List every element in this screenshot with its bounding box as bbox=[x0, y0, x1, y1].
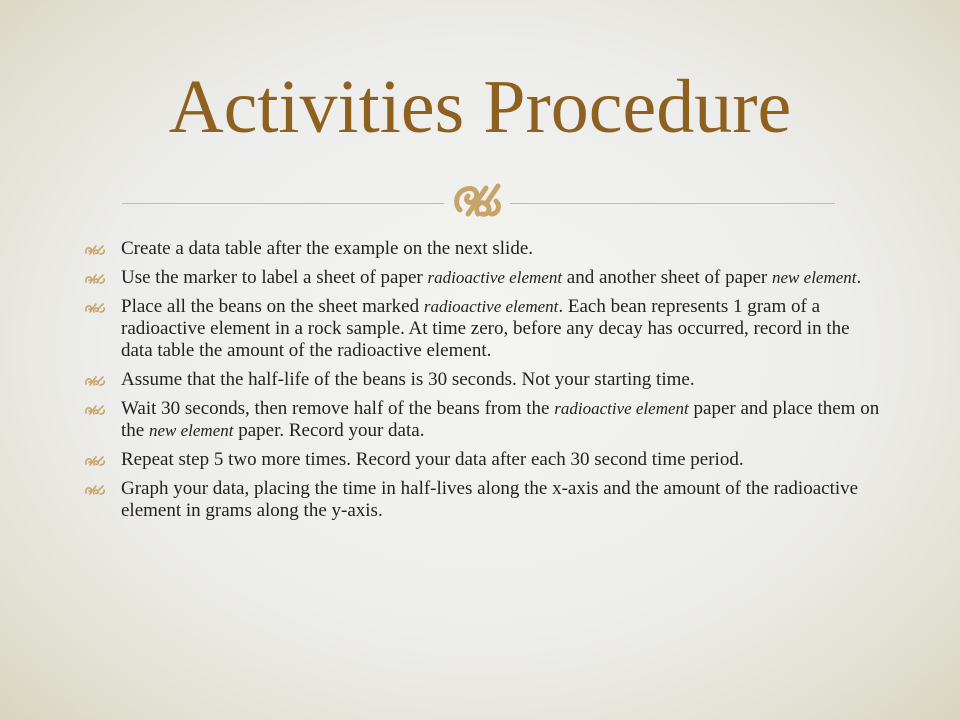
list-item-emphasis: radioactive element bbox=[423, 297, 559, 316]
list-item-text: Assume that the half-life of the beans is 30 seconds. Not your starting time. bbox=[121, 369, 695, 390]
list-item-emphasis: radioactive element bbox=[427, 268, 563, 287]
list-item-text: Graph your data, placing the time in half-lives along the x-axis and the amount of the radioactive element in grams along the y-axis. bbox=[121, 478, 859, 521]
fleuron-bullet-icon bbox=[84, 376, 106, 386]
scroll-ornament-icon bbox=[446, 176, 510, 224]
list-item-text: paper and place them on the bbox=[121, 398, 880, 441]
list-item bbox=[84, 296, 884, 362]
list-item-text: Use the marker to label a sheet of paper bbox=[121, 267, 428, 288]
title-divider-left bbox=[122, 203, 444, 204]
list-item bbox=[84, 478, 884, 522]
list-item bbox=[84, 238, 884, 260]
fleuron-bullet-icon bbox=[84, 303, 106, 313]
list-item-text: paper. Record your data. bbox=[233, 420, 425, 441]
list-item bbox=[84, 369, 884, 391]
fleuron-bullet-icon bbox=[84, 405, 106, 415]
list-item-emphasis: new element bbox=[772, 268, 857, 287]
title-divider-right bbox=[510, 203, 835, 204]
list-item-text: . bbox=[856, 267, 862, 288]
list-item-text: . Each bean represents 1 gram of a radioactive element in a rock sample. At time zero, before any decay has occurred, record in the data table the amount of the radioactive element. bbox=[121, 296, 850, 361]
list-item-emphasis: new element bbox=[148, 421, 234, 440]
list-item-text: Place all the beans on the sheet marked bbox=[121, 296, 424, 317]
list-item-emphasis: radioactive element bbox=[554, 399, 689, 418]
slide-title: Activities Procedure bbox=[168, 65, 792, 149]
list-item bbox=[84, 267, 884, 289]
list-item-text: Wait 30 seconds, then remove half of the beans from the bbox=[121, 398, 555, 419]
list-item bbox=[84, 398, 884, 442]
fleuron-bullet-icon bbox=[84, 245, 106, 255]
list-item-text: Create a data table after the example on the next slide. bbox=[121, 238, 534, 259]
list-item bbox=[84, 449, 884, 471]
fleuron-bullet-icon bbox=[84, 485, 106, 495]
fleuron-bullet-icon bbox=[84, 456, 106, 466]
list-item-text: Repeat step 5 two more times. Record your data after each 30 second time period. bbox=[121, 449, 744, 470]
list-item-text: and another sheet of paper bbox=[562, 267, 773, 288]
procedure-list bbox=[84, 238, 884, 529]
fleuron-bullet-icon bbox=[84, 274, 106, 284]
